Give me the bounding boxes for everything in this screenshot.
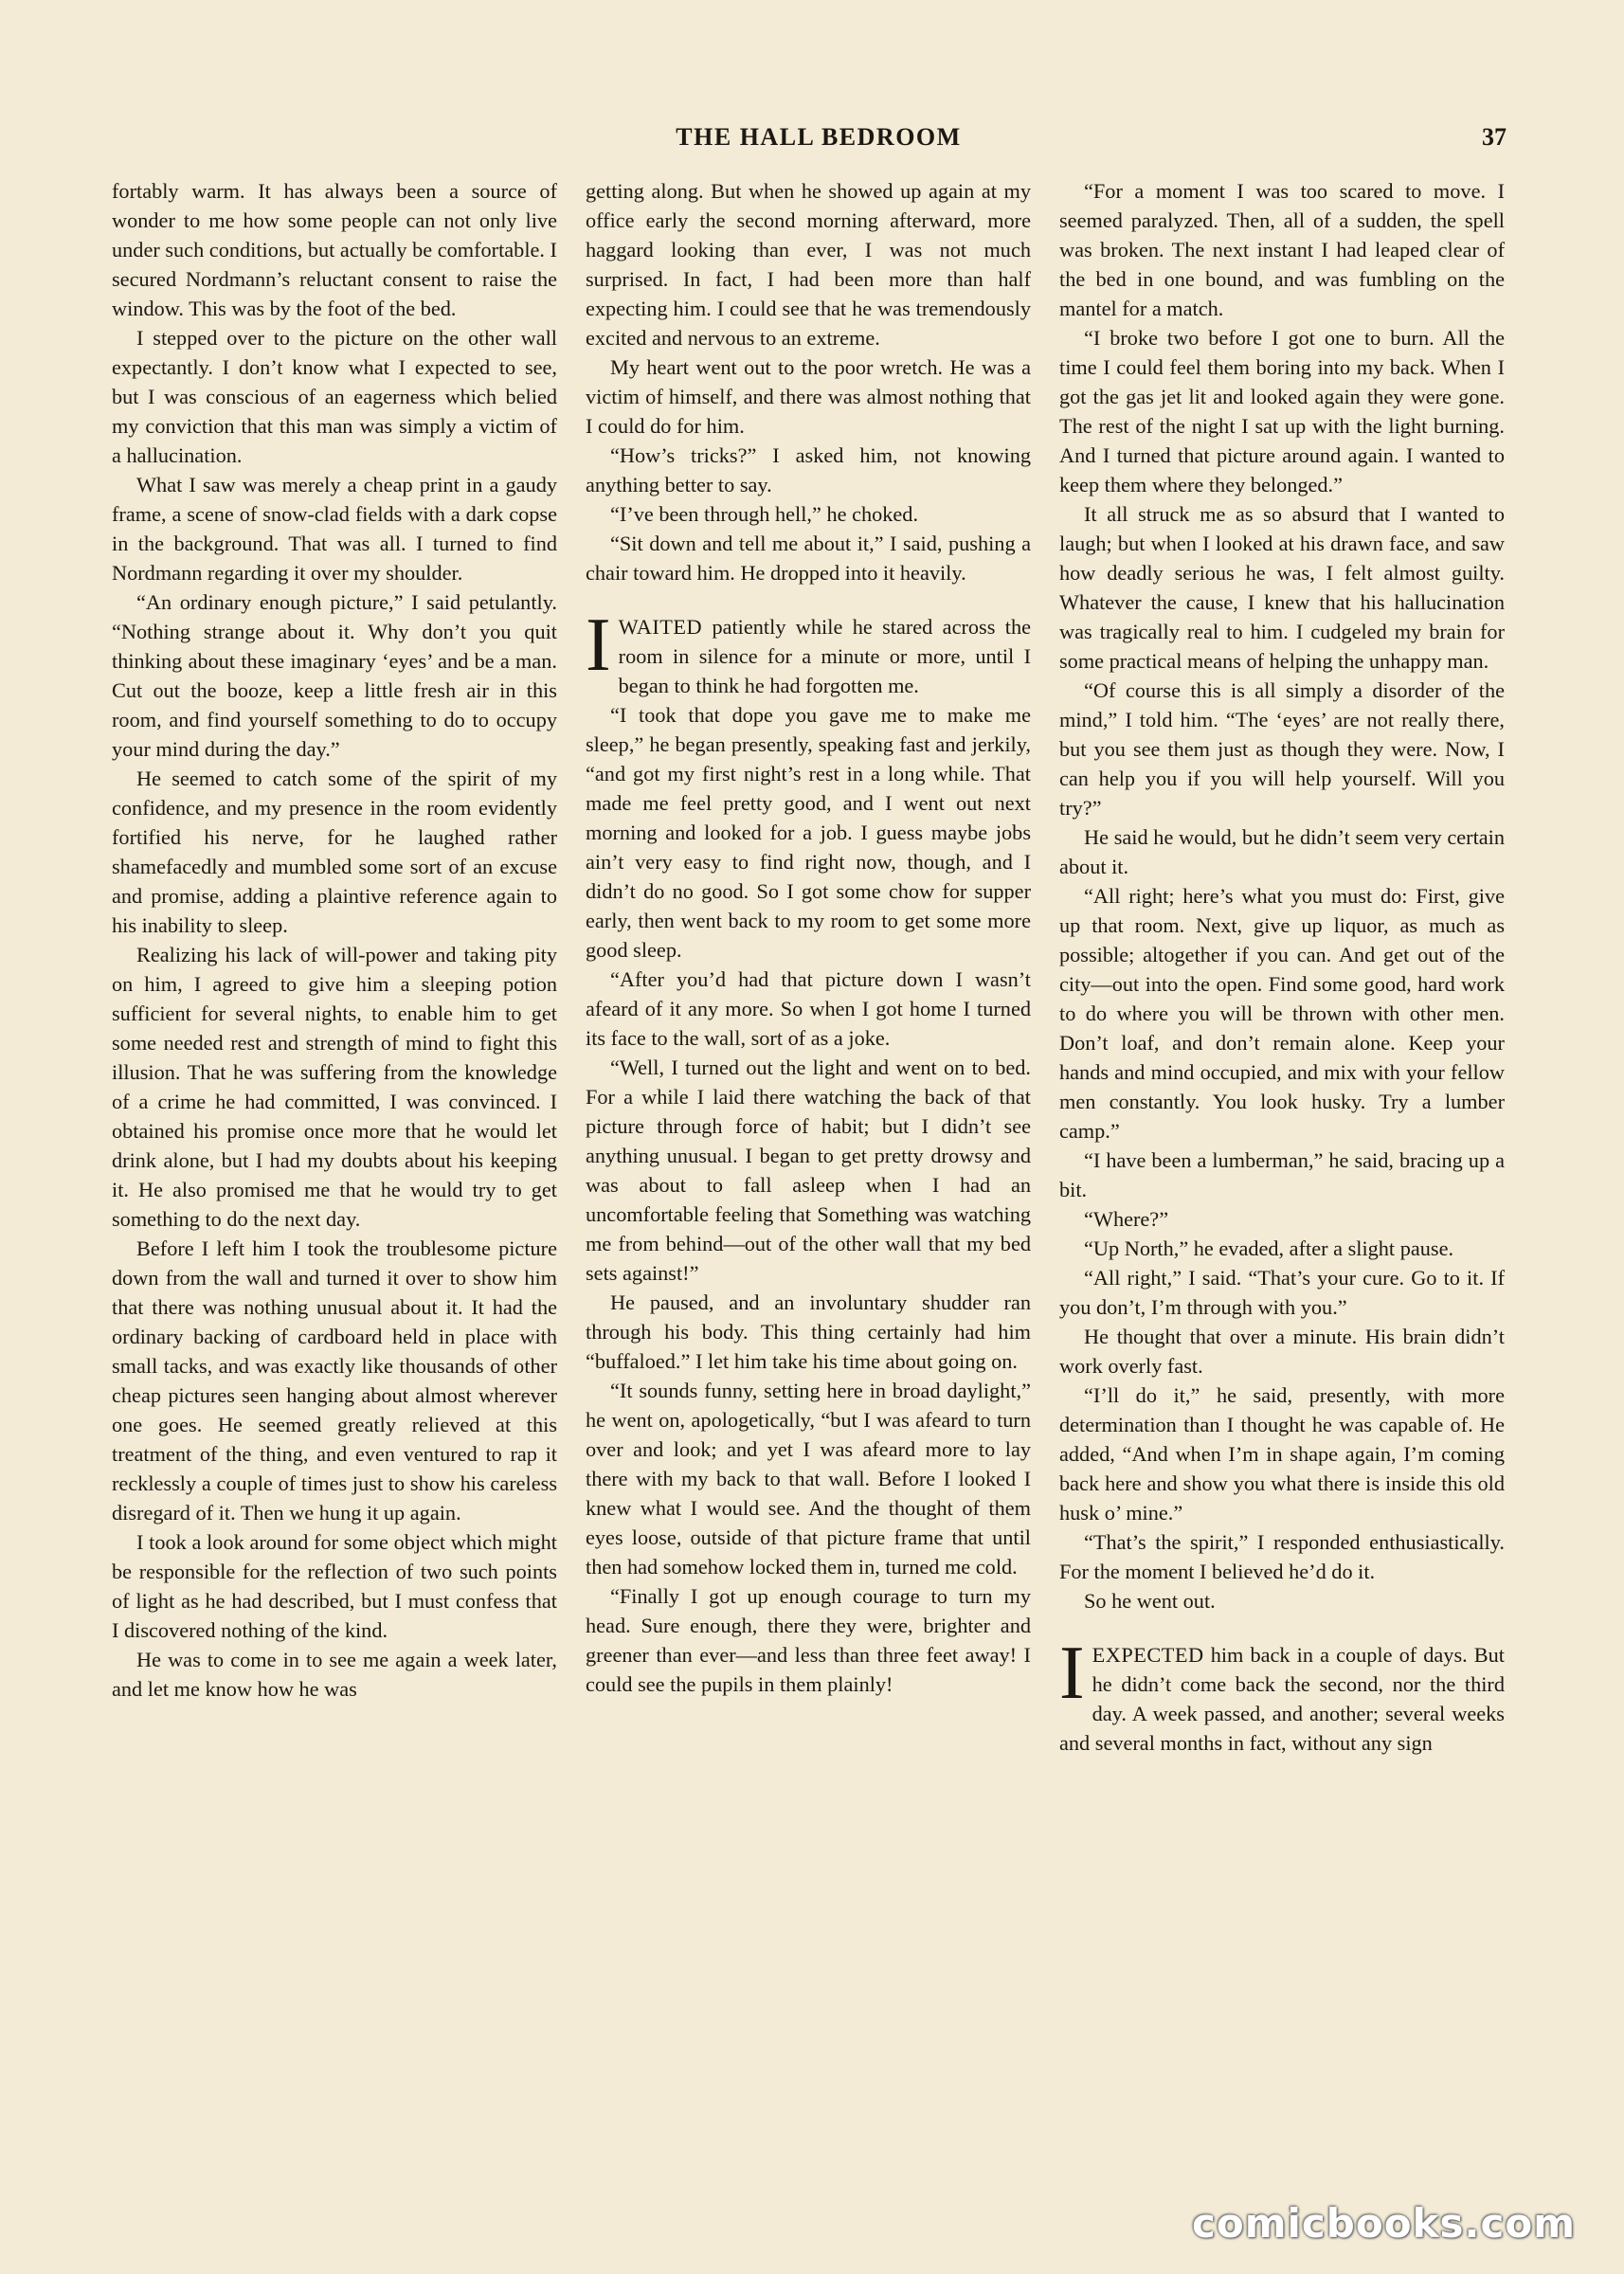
drop-cap: I — [586, 604, 611, 687]
paragraph: “It sounds funny, setting here in broad daylight,” he went on, apologetically, “but I was afeard to turn over and look; and yet I was afeard more to lay there with my back to that wall. Before I looked I knew what I would see. And the thought of them eyes loose, outside of that picture frame that until then had somehow locked them in, turned me cold. — [586, 1379, 1031, 1579]
paragraph: He was to come in to see me again a week later, and let me know how he was — [112, 1648, 557, 1701]
paragraph: He said he would, but he didn’t seem very certain about it. — [1059, 825, 1505, 878]
running-title: THE HALL BEDROOM — [676, 123, 962, 151]
paragraph: Before I left him I took the troublesome picture down from the wall and turned it over to show him that there was nothing unusual about it. It had the ordinary backing of cardboard held in place with small tacks, and was exactly like thousands of other cheap pictures seen hanging about almost wherever one goes. He seemed greatly relieved at this treatment of the thing, and even ventured to rap it recklessly a couple of times just to show his careless disregard of it. Then we hung it up again. — [112, 1236, 557, 1525]
paragraph: “An ordinary enough picture,” I said petulantly. “Nothing strange about it. Why don’t you quit thinking about these imaginary ‘eyes’ and be a man. Cut out the booze, keep a little fresh air in this room, and find yourself something to do to occupy your mind during the day.” — [112, 590, 557, 761]
paragraph: “That’s the spirit,” I responded enthusiastically. For the moment I believed he’d do it. — [1059, 1530, 1505, 1583]
paragraph: “I’ll do it,” he said, presently, with more determination than I thought he was capable of. He added, “And when I’m in shape again, I’m coming back here and show you what there is inside this old husk o’ mine.” — [1059, 1383, 1505, 1525]
paragraph — [1059, 1632, 1505, 1758]
page-number: 37 — [1482, 123, 1507, 151]
paragraph: fortably warm. It has always been a source of wonder to me how some people can not only live under such conditions, but actually be comfortable. I secured Nordmann’s reluctant consent to raise the window. This was by the foot of the bed. — [112, 179, 557, 320]
paragraph: He thought that over a minute. His brain didn’t work overly fast. — [1059, 1325, 1505, 1378]
paragraph: “I have been a lumberman,” he said, bracing up a bit. — [1059, 1148, 1505, 1201]
paragraph: I took a look around for some object which might be responsible for the reflection of two such points of light as he had described, but I must confess that I discovered nothing of the kind. — [112, 1530, 557, 1642]
paragraph: “Finally I got up enough courage to turn my head. Sure enough, there they were, brighter and greener than ever—and less than three feet away! I could see the pupils in them plainly! — [586, 1584, 1031, 1696]
paragraph: “Of course this is all simply a disorder of the mind,” I told him. “The ‘eyes’ are not really there, but you see them just as though they were. Now, I can help you if you will help yourself. Will you try?” — [1059, 678, 1505, 820]
paragraph-text: him back in a couple of days. But he didn’t come back the second, nor the third day. A week passed, and another; several weeks and several months in fact, without any sign — [1059, 1643, 1505, 1755]
paragraph: “All right; here’s what you must do: First, give up that room. Next, give up liquor, as much as possible; altogether if you can. And get out of the city—out into the open. Find some good, hard work to do where you will be thrown with other men. Don’t loaf, and don’t remain alone. Keep your hands and mind occupied, and mix with your fellow men constantly. You look husky. Try a lumber camp.” — [1059, 884, 1505, 1143]
text-column-2 — [586, 176, 1031, 1699]
page-header — [0, 123, 1624, 161]
paragraph: So he went out. — [1084, 1589, 1216, 1613]
paragraph: What I saw was merely a cheap print in a gaudy frame, a scene of snow-clad fields with a dark copse in the background. That was all. I turned to find Nordmann regarding it over my shoulder. — [112, 473, 557, 585]
paragraph: “I broke two before I got one to burn. All the time I could feel them boring into my back. When I got the gas jet lit and looked again they were gone. The rest of the night I sat up with the light burning. And I turned that picture around again. I wanted to keep them where they belonged.” — [1059, 326, 1505, 496]
paragraph: “I took that dope you gave me to make me sleep,” he began presently, speaking fast and jerkily, “and got my first night’s rest in a long while. That made me feel pretty good, and I went out next morning and looked for a job. I guess maybe jobs ain’t very easy to find right now, though, and I didn’t do no good. So I got some chow for supper early, then went back to my room to get some more good sleep. — [586, 703, 1031, 962]
lead-in-caps: WAITED — [618, 615, 703, 639]
drop-cap: I — [1059, 1632, 1085, 1715]
paragraph: It all struck me as so absurd that I wanted to laugh; but when I looked at his drawn face, and saw how deadly serious he was, I felt almost guilty. Whatever the cause, I knew that his hallucination was tragically real to him. I cudgeled my brain for some practical means of helping the unhappy man. — [1059, 502, 1505, 673]
paragraph: He paused, and an involuntary shudder ran through his body. This thing certainly had him “buffaloed.” I let him take his time about going on. — [586, 1290, 1031, 1373]
paragraph: “I’ve been through hell,” he choked. — [610, 502, 919, 526]
paragraph: getting along. But when he showed up again at my office early the second morning afterward, more haggard looking than ever, I was not much surprised. In fact, I had been more than half expecting him. I could see that he was tremendously excited and nervous to an extreme. — [586, 179, 1031, 350]
paragraph: I stepped over to the picture on the other wall expectantly. I don’t know what I expected to see, but I was conscious of an eagerness which belied my conviction that this man was simply a victim of a hallucination. — [112, 326, 557, 467]
paragraph: “Sit down and tell me about it,” I said, pushing a chair toward him. He dropped into it heavily. — [586, 532, 1031, 585]
site-watermark[interactable]: comicbooks.com — [1192, 2200, 1576, 2247]
paragraph: Realizing his lack of will-power and taking pity on him, I agreed to give him a sleeping potion sufficient for several nights, to enable him to get some needed rest and strength of mind to fight this illusion. That he was suffering from the knowledge of a crime he had committed, I was convinced. I obtained his promise once more that he would let drink alone, but I had my doubts about his keeping it. He also promised me that he would try to get something to do the next day. — [112, 943, 557, 1231]
paragraph: “How’s tricks?” I asked him, not knowing anything better to say. — [586, 443, 1031, 496]
lead-in-caps: EXPECTED — [1092, 1643, 1204, 1667]
paragraph: “Where?” — [1084, 1207, 1169, 1231]
paragraph: “All right,” I said. “That’s your cure. Go to it. If you don’t, I’m through with you.” — [1059, 1266, 1505, 1319]
paragraph: He seemed to catch some of the spirit of my confidence, and my presence in the room evidently fortified his nerve, for he laughed rather shamefacedly and mumbled some sort of an excuse and promise, adding a plaintive reference again to his inability to sleep. — [112, 767, 557, 937]
text-column-3 — [1059, 176, 1505, 1758]
paragraph: My heart went out to the poor wretch. He was a victim of himself, and there was almost nothing that I could do for him. — [586, 355, 1031, 438]
paragraph — [586, 604, 1031, 700]
text-column-1 — [112, 176, 557, 1704]
paragraph: “After you’d had that picture down I wasn’t afeard of it any more. So when I got home I turned its face to the wall, sort of as a joke. — [586, 967, 1031, 1050]
paragraph-text: patiently while he stared across the room in silence for a minute or more, until I began to think he had forgotten me. — [618, 615, 1031, 697]
paragraph: “Up North,” he evaded, after a slight pause. — [1084, 1236, 1454, 1260]
paragraph: “For a moment I was too scared to move. I seemed paralyzed. Then, all of a sudden, the spell was broken. The next instant I had leaped clear of the bed in one bound, and was fumbling on the mantel for a match. — [1059, 179, 1505, 320]
paragraph: “Well, I turned out the light and went on to bed. For a while I laid there watching the back of that picture through force of habit; but I didn’t see anything unusual. I began to get pretty drowsy and was about to fall asleep when I had an uncomfortable feeling that Something was watching me from behind—out of the other wall that my bed sets against!” — [586, 1056, 1031, 1285]
